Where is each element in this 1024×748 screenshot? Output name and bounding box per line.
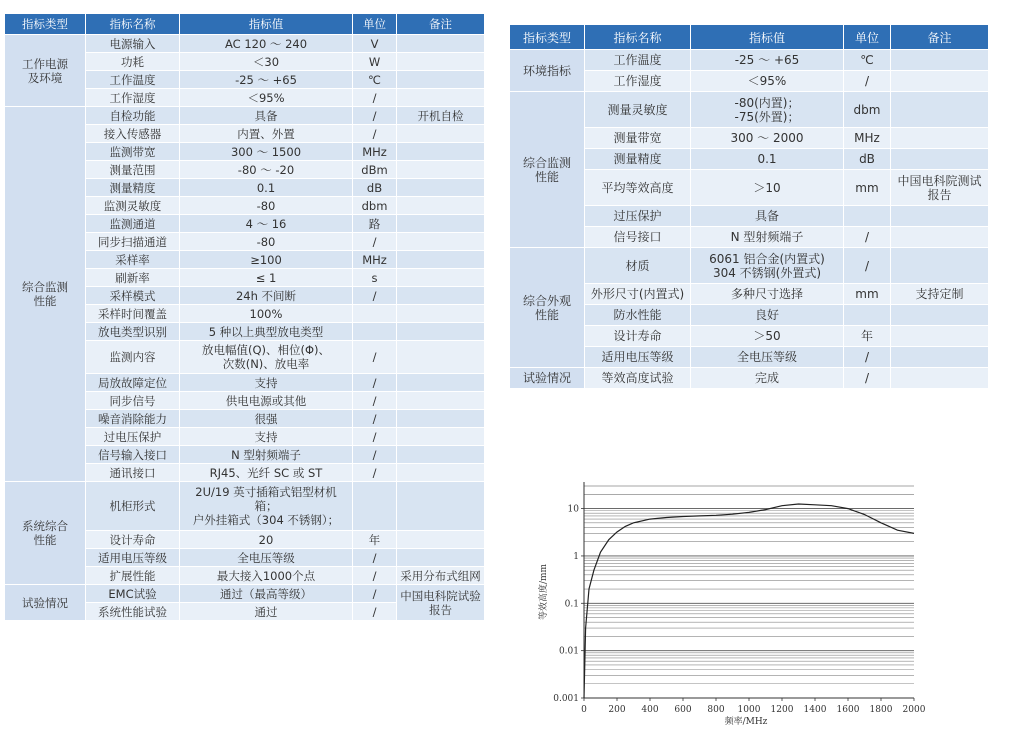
value-cell: 内置、外置 — [180, 125, 353, 143]
note-cell — [397, 125, 485, 143]
name-cell: 防水性能 — [585, 305, 691, 326]
unit-cell: W — [353, 53, 397, 71]
unit-cell: / — [353, 233, 397, 251]
unit-cell: MHz — [353, 251, 397, 269]
unit-cell: ℃ — [353, 71, 397, 89]
x-tick-label: 600 — [674, 705, 692, 715]
value-cell: ＞50 — [691, 326, 844, 347]
name-cell: 扩展性能 — [86, 567, 180, 585]
category-cell: 系统综合 性能 — [5, 482, 86, 585]
note-cell — [397, 233, 485, 251]
header-name: 指标名称 — [585, 25, 691, 50]
note-cell — [397, 53, 485, 71]
note-cell — [891, 128, 989, 149]
name-cell: 采样模式 — [86, 287, 180, 305]
unit-cell — [844, 305, 891, 326]
note-cell — [397, 197, 485, 215]
value-cell: AC 120 ～ 240 — [180, 35, 353, 53]
note-cell — [397, 341, 485, 374]
value-cell: 通过 — [180, 603, 353, 621]
equivalent-height-chart — [532, 476, 930, 742]
category-cell: 综合监测 性能 — [5, 107, 86, 482]
table-row — [5, 35, 485, 53]
name-cell: 监测通道 — [86, 215, 180, 233]
note-cell — [397, 464, 485, 482]
value-cell: 0.1 — [691, 149, 844, 170]
unit-cell: / — [353, 89, 397, 107]
table-row — [5, 585, 485, 603]
x-tick-label: 800 — [707, 705, 725, 715]
name-cell: 功耗 — [86, 53, 180, 71]
x-tick-label: 2000 — [902, 705, 926, 715]
value-cell: 完成 — [691, 368, 844, 389]
y-tick-label: 0.1 — [564, 599, 579, 610]
note-cell — [397, 143, 485, 161]
header-note: 备注 — [891, 25, 989, 50]
value-cell: 多种尺寸选择 — [691, 284, 844, 305]
name-cell: 监测带宽 — [86, 143, 180, 161]
value-cell: 支持 — [180, 428, 353, 446]
unit-cell: dB — [844, 149, 891, 170]
unit-cell: mm — [844, 284, 891, 305]
value-cell: 支持 — [180, 374, 353, 392]
value-cell: ≤ 1 — [180, 269, 353, 287]
name-cell: 过压保护 — [585, 206, 691, 227]
table-row — [510, 92, 989, 128]
name-cell: 采样时间覆盖 — [86, 305, 180, 323]
unit-cell: MHz — [353, 143, 397, 161]
x-tick-label: 1000 — [737, 705, 761, 715]
value-cell: 供电电源或其他 — [180, 392, 353, 410]
value-cell: 全电压等级 — [180, 549, 353, 567]
value-cell: 具备 — [180, 107, 353, 125]
value-cell: N 型射频端子 — [180, 446, 353, 464]
note-cell — [397, 323, 485, 341]
value-cell: 具备 — [691, 206, 844, 227]
note-cell — [891, 305, 989, 326]
name-cell: 放电类型识别 — [86, 323, 180, 341]
unit-cell: / — [844, 227, 891, 248]
header-unit: 单位 — [844, 25, 891, 50]
unit-cell: / — [353, 428, 397, 446]
unit-cell: MHz — [844, 128, 891, 149]
unit-cell: ℃ — [844, 50, 891, 71]
name-cell: 工作湿度 — [585, 71, 691, 92]
unit-cell: / — [353, 107, 397, 125]
note-cell: 中国电科院测试 报告 — [891, 170, 989, 206]
unit-cell: / — [844, 347, 891, 368]
name-cell: 监测灵敏度 — [86, 197, 180, 215]
name-cell: 同步扫描通道 — [86, 233, 180, 251]
unit-cell: 年 — [353, 531, 397, 549]
unit-cell: / — [353, 549, 397, 567]
x-tick-label: 1200 — [770, 705, 794, 715]
value-cell: 很强 — [180, 410, 353, 428]
note-cell — [891, 206, 989, 227]
header-name: 指标名称 — [86, 14, 180, 35]
name-cell: 工作温度 — [585, 50, 691, 71]
unit-cell: dB — [353, 179, 397, 197]
name-cell: 工作温度 — [86, 71, 180, 89]
note-cell — [397, 428, 485, 446]
table-row — [5, 107, 485, 125]
x-tick-label: 200 — [608, 705, 626, 715]
name-cell: 系统性能试验 — [86, 603, 180, 621]
note-cell — [397, 531, 485, 549]
note-cell — [397, 374, 485, 392]
name-cell: 同步信号 — [86, 392, 180, 410]
name-cell: 测量范围 — [86, 161, 180, 179]
x-tick-label: 1400 — [803, 705, 827, 715]
y-tick-label: 10 — [567, 504, 579, 515]
x-axis-label: 频率/MHz — [724, 717, 768, 727]
value-cell: 全电压等级 — [691, 347, 844, 368]
right-spec-table — [509, 24, 989, 389]
unit-cell: / — [353, 374, 397, 392]
unit-cell: / — [353, 392, 397, 410]
name-cell: 设计寿命 — [86, 531, 180, 549]
note-cell — [891, 92, 989, 128]
note-cell — [891, 248, 989, 284]
unit-cell: mm — [844, 170, 891, 206]
name-cell: 外形尺寸(内置式) — [585, 284, 691, 305]
note-cell — [397, 179, 485, 197]
note-cell — [891, 71, 989, 92]
x-tick-label: 1600 — [836, 705, 860, 715]
header-value: 指标值 — [691, 25, 844, 50]
unit-cell: 年 — [844, 326, 891, 347]
value-cell: ＞10 — [691, 170, 844, 206]
value-cell: 24h 不间断 — [180, 287, 353, 305]
value-cell: -80(内置)； -75(外置)； — [691, 92, 844, 128]
value-cell: -25 ～ +65 — [691, 50, 844, 71]
value-cell: 300 ～ 2000 — [691, 128, 844, 149]
x-tick-label: 400 — [641, 705, 659, 715]
name-cell: 材质 — [585, 248, 691, 284]
category-cell: 综合外观 性能 — [510, 248, 585, 368]
name-cell: 电源输入 — [86, 35, 180, 53]
note-cell — [397, 35, 485, 53]
name-cell: 信号接口 — [585, 227, 691, 248]
note-cell: 开机自检 — [397, 107, 485, 125]
category-cell: 试验情况 — [510, 368, 585, 389]
name-cell: 接入传感器 — [86, 125, 180, 143]
value-cell: 6061 铝合金(内置式) 304 不锈钢(外置式) — [691, 248, 844, 284]
unit-cell: / — [353, 446, 397, 464]
value-cell: -80 — [180, 197, 353, 215]
name-cell: 机柜形式 — [86, 482, 180, 531]
value-cell: 100% — [180, 305, 353, 323]
value-cell: 最大接入1000个点 — [180, 567, 353, 585]
note-cell — [397, 446, 485, 464]
note-cell — [397, 287, 485, 305]
unit-cell: / — [353, 125, 397, 143]
note-cell — [397, 482, 485, 531]
name-cell: 过电压保护 — [86, 428, 180, 446]
value-cell: 0.1 — [180, 179, 353, 197]
value-cell: 通过（最高等级） — [180, 585, 353, 603]
name-cell: 测量灵敏度 — [585, 92, 691, 128]
header-value: 指标值 — [180, 14, 353, 35]
x-tick-label: 1800 — [869, 705, 893, 715]
value-cell: 4 ～ 16 — [180, 215, 353, 233]
value-cell: 2U/19 英寸插箱式铝型材机 箱； 户外挂箱式（304 不锈钢）； — [180, 482, 353, 531]
table-row — [510, 248, 989, 284]
note-cell — [891, 347, 989, 368]
header-unit: 单位 — [353, 14, 397, 35]
unit-cell: dbm — [844, 92, 891, 128]
unit-cell: dBm — [353, 161, 397, 179]
name-cell: 工作湿度 — [86, 89, 180, 107]
name-cell: 噪音消除能力 — [86, 410, 180, 428]
note-cell — [397, 549, 485, 567]
name-cell: 监测内容 — [86, 341, 180, 374]
unit-cell — [353, 323, 397, 341]
unit-cell: dbm — [353, 197, 397, 215]
note-cell — [397, 410, 485, 428]
category-cell: 环境指标 — [510, 50, 585, 92]
value-cell: -80 — [180, 233, 353, 251]
value-cell: ＜30 — [180, 53, 353, 71]
unit-cell: / — [353, 341, 397, 374]
note-cell — [891, 326, 989, 347]
name-cell: 刷新率 — [86, 269, 180, 287]
name-cell: EMC试验 — [86, 585, 180, 603]
name-cell: 自检功能 — [86, 107, 180, 125]
table-row — [510, 50, 989, 71]
note-cell: 支持定制 — [891, 284, 989, 305]
name-cell: 通讯接口 — [86, 464, 180, 482]
table-row — [5, 482, 485, 531]
unit-cell: / — [844, 248, 891, 284]
unit-cell: / — [353, 567, 397, 585]
value-cell: 5 种以上典型放电类型 — [180, 323, 353, 341]
unit-cell: s — [353, 269, 397, 287]
value-cell: ＜95% — [180, 89, 353, 107]
note-cell — [891, 368, 989, 389]
header-note: 备注 — [397, 14, 485, 35]
header-type: 指标类型 — [5, 14, 86, 35]
unit-cell — [844, 206, 891, 227]
value-cell: RJ45、光纤 SC 或 ST — [180, 464, 353, 482]
y-tick-label: 0.001 — [553, 694, 579, 704]
note-cell — [397, 251, 485, 269]
y-tick-label: 0.01 — [558, 646, 579, 657]
note-cell — [397, 215, 485, 233]
name-cell: 设计寿命 — [585, 326, 691, 347]
name-cell: 等效高度试验 — [585, 368, 691, 389]
note-cell — [891, 50, 989, 71]
y-axis-label: 等效高度/mm — [539, 563, 549, 621]
note-cell — [397, 269, 485, 287]
note-cell: 中国电科院试验 报告 — [397, 585, 485, 621]
value-cell: 300 ～ 1500 — [180, 143, 353, 161]
unit-cell: / — [353, 585, 397, 603]
value-cell: -80 ～ -20 — [180, 161, 353, 179]
unit-cell: / — [353, 464, 397, 482]
value-cell: 良好 — [691, 305, 844, 326]
value-cell: 20 — [180, 531, 353, 549]
name-cell: 测量精度 — [585, 149, 691, 170]
name-cell: 适用电压等级 — [585, 347, 691, 368]
unit-cell: / — [353, 287, 397, 305]
value-cell: ＜95% — [691, 71, 844, 92]
note-cell — [397, 89, 485, 107]
note-cell — [397, 161, 485, 179]
note-cell — [891, 227, 989, 248]
unit-cell: / — [353, 603, 397, 621]
x-tick-label: 0 — [581, 705, 587, 715]
unit-cell: / — [844, 368, 891, 389]
value-cell: -25 ～ +65 — [180, 71, 353, 89]
note-cell — [397, 71, 485, 89]
left-spec-table — [4, 13, 485, 621]
value-cell: 放电幅值(Q)、相位(Φ)、 次数(N)、放电率 — [180, 341, 353, 374]
unit-cell: / — [353, 410, 397, 428]
name-cell: 局放故障定位 — [86, 374, 180, 392]
name-cell: 测量带宽 — [585, 128, 691, 149]
value-cell: ≥100 — [180, 251, 353, 269]
name-cell: 测量精度 — [86, 179, 180, 197]
unit-cell — [353, 482, 397, 531]
unit-cell: 路 — [353, 215, 397, 233]
unit-cell — [353, 305, 397, 323]
name-cell: 平均等效高度 — [585, 170, 691, 206]
header-type: 指标类型 — [510, 25, 585, 50]
unit-cell: V — [353, 35, 397, 53]
note-cell — [891, 149, 989, 170]
unit-cell: / — [844, 71, 891, 92]
note-cell — [397, 392, 485, 410]
note-cell — [397, 305, 485, 323]
y-tick-label: 1 — [573, 551, 579, 562]
category-cell: 试验情况 — [5, 585, 86, 621]
note-cell: 采用分布式组网 — [397, 567, 485, 585]
value-cell: N 型射频端子 — [691, 227, 844, 248]
category-cell: 综合监测 性能 — [510, 92, 585, 248]
table-row — [510, 368, 989, 389]
category-cell: 工作电源 及环境 — [5, 35, 86, 107]
name-cell: 信号输入接口 — [86, 446, 180, 464]
name-cell: 适用电压等级 — [86, 549, 180, 567]
name-cell: 采样率 — [86, 251, 180, 269]
